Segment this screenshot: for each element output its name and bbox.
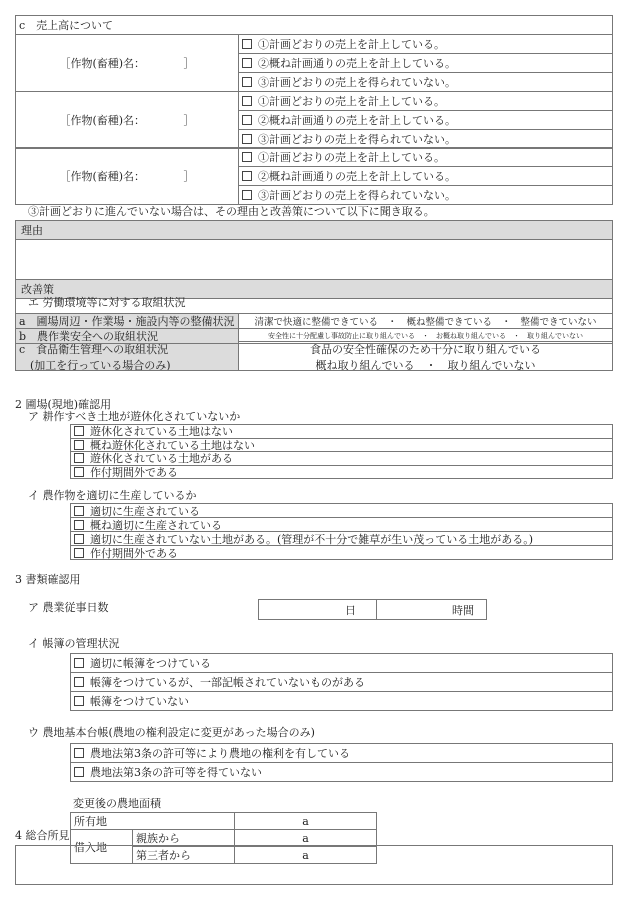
checkbox[interactable] bbox=[242, 171, 252, 181]
checklist-item[interactable] bbox=[70, 691, 613, 711]
labor-heading: エ 労働環境等に対する取組状況 bbox=[28, 296, 186, 309]
crop-name-field[interactable]: ［作物(畜種)名： ］ bbox=[15, 91, 239, 149]
checkbox[interactable] bbox=[242, 77, 252, 87]
checklist-item[interactable] bbox=[70, 531, 613, 546]
checklist-item-label: 適切に生産されている bbox=[90, 504, 200, 518]
checklist-item[interactable] bbox=[70, 653, 613, 673]
reason-field[interactable] bbox=[15, 239, 613, 280]
labor-c-option-line1: 食品の安全性確保のため十分に取り組んでいる bbox=[310, 343, 541, 356]
area-heading: 変更後の農地面積 bbox=[73, 797, 161, 810]
labor-a-label: a 圃場周辺・作業場・施設内等の整備状況 bbox=[15, 313, 239, 329]
labor-a-options[interactable]: 清潔で快適に整備できている ・ 概ね整備できている ・ 整備できていない bbox=[238, 313, 613, 329]
labor-c-label-line1: c 食品衛生管理への取組状況 bbox=[19, 343, 169, 356]
labor-c-label-line2: (加工を行っている場合のみ) bbox=[19, 359, 171, 371]
checklist-item[interactable] bbox=[70, 438, 613, 453]
summary-heading: 4 総合所見 bbox=[15, 829, 70, 842]
labor-b-label: b 農作業安全への取組状況 bbox=[15, 328, 239, 344]
checklist-item[interactable] bbox=[70, 503, 613, 518]
sales-option[interactable] bbox=[238, 185, 613, 205]
checkbox[interactable] bbox=[74, 467, 84, 477]
owned-area-field[interactable] bbox=[234, 812, 377, 830]
sales-option-label: ②概ね計画通りの売上を計上している。 bbox=[258, 170, 456, 184]
relatives-unit: a bbox=[302, 831, 309, 845]
checklist-item-label: 遊休化されている土地がある bbox=[90, 452, 233, 466]
labor-b-options[interactable]: 安全性に十分配慮し事故防止に取り組んでいる ・ お概ね取り組んでいる ・ 取り組んでいない bbox=[238, 328, 613, 344]
days-unit: 日 bbox=[345, 603, 356, 617]
book-heading: イ 帳簿の管理状況 bbox=[28, 637, 120, 650]
sales-option-label: ③計画どおりの売上を得られていない。 bbox=[258, 76, 456, 89]
checklist-item-label: 作付期間外である bbox=[90, 465, 178, 479]
field-b-heading: イ 農作物を適切に生産しているか bbox=[28, 489, 197, 502]
checklist-item-label: 作付期間外である bbox=[90, 546, 178, 560]
labor-c-label bbox=[15, 343, 239, 371]
sales-option[interactable] bbox=[238, 34, 613, 54]
checklist-item[interactable] bbox=[70, 743, 613, 763]
sales-option[interactable] bbox=[238, 166, 613, 186]
crop-name-field[interactable]: ［作物(畜種)名： ］ bbox=[15, 34, 239, 92]
docs-heading: 3 書類確認用 bbox=[15, 573, 81, 586]
checklist-item-label: 帳簿をつけていない bbox=[90, 695, 189, 708]
days-field[interactable] bbox=[258, 599, 377, 620]
hours-field[interactable] bbox=[376, 599, 487, 620]
checklist-item[interactable] bbox=[70, 465, 613, 480]
sales-option[interactable] bbox=[238, 91, 613, 111]
checkbox[interactable] bbox=[242, 96, 252, 106]
checklist-item[interactable] bbox=[70, 545, 613, 560]
sales-option[interactable] bbox=[238, 53, 613, 73]
crop-name-field[interactable]: ［作物(畜種)名： ］ bbox=[15, 147, 239, 205]
checkbox[interactable] bbox=[74, 658, 84, 668]
hours-unit: 時間 bbox=[452, 603, 474, 617]
checkbox[interactable] bbox=[74, 548, 84, 558]
checkbox[interactable] bbox=[74, 520, 84, 530]
checklist-item-label: 適切に生産されていない土地がある。(管理が不十分で雑草が生い茂っている土地がある。) bbox=[90, 532, 534, 546]
checkbox[interactable] bbox=[74, 534, 84, 544]
checklist-item-label: 概ね適切に生産されている bbox=[90, 518, 222, 532]
days-label: ア 農業従事日数 bbox=[28, 601, 109, 614]
checkbox[interactable] bbox=[242, 115, 252, 125]
checkbox[interactable] bbox=[74, 506, 84, 516]
checklist-item-label: 遊休化されている土地はない bbox=[90, 425, 233, 439]
checklist-item[interactable] bbox=[70, 672, 613, 692]
sales-option-label: ①計画どおりの売上を計上している。 bbox=[258, 94, 445, 108]
checklist-item-label: 帳簿をつけているが、一部記帳されていないものがある bbox=[90, 676, 365, 689]
checklist-item-label: 農地法第3条の許可等を得ていない bbox=[90, 766, 262, 779]
checklist-item-label: 概ね遊休化されている土地はない bbox=[90, 438, 255, 452]
sales-option[interactable] bbox=[238, 110, 613, 130]
checkbox[interactable] bbox=[74, 426, 84, 436]
relatives-label: 親族から bbox=[132, 829, 235, 847]
labor-c-option-line2: 概ね取り組んでいる ・ 取り組んでいない bbox=[315, 359, 536, 371]
sales-option[interactable] bbox=[238, 147, 613, 167]
checkbox[interactable] bbox=[242, 39, 252, 49]
checkbox[interactable] bbox=[74, 696, 84, 706]
checkbox[interactable] bbox=[242, 134, 252, 144]
checklist-item[interactable] bbox=[70, 762, 613, 782]
sales-option[interactable] bbox=[238, 129, 613, 149]
sales-heading: c 売上高について bbox=[15, 15, 613, 35]
sales-option[interactable] bbox=[238, 72, 613, 92]
summary-field[interactable] bbox=[15, 845, 613, 885]
ledger-heading: ウ 農地基本台帳(農地の権利設定に変更があった場合のみ) bbox=[28, 726, 315, 739]
sales-option-label: ②概ね計画通りの売上を計上している。 bbox=[258, 57, 456, 70]
sales-option-label: ③計画どおりの売上を得られていない。 bbox=[258, 132, 456, 146]
checklist-item[interactable] bbox=[70, 424, 613, 439]
owned-label: 所有地 bbox=[70, 812, 235, 830]
checklist-item-label: 農地法第3条の許可等により農地の権利を有している bbox=[90, 747, 350, 760]
checkbox[interactable] bbox=[242, 152, 252, 162]
sales-option-label: ③計画どおりの売上を得られていない。 bbox=[258, 189, 456, 203]
checkbox[interactable] bbox=[242, 190, 252, 200]
checkbox[interactable] bbox=[74, 440, 84, 450]
sales-option-label: ②概ね計画通りの売上を計上している。 bbox=[258, 113, 456, 127]
checkbox[interactable] bbox=[74, 453, 84, 463]
field-a-heading: ア 耕作すべき土地が遊休化されていないか bbox=[28, 410, 241, 423]
leased-label: 借入地 bbox=[70, 829, 133, 864]
labor-c-options[interactable] bbox=[238, 343, 613, 371]
checkbox[interactable] bbox=[74, 767, 84, 777]
checklist-item[interactable] bbox=[70, 451, 613, 466]
field-heading: 2 圃場(現地)確認用 bbox=[15, 398, 112, 411]
third-party-unit: a bbox=[302, 848, 309, 862]
sales-option-label: ①計画どおりの売上を計上している。 bbox=[258, 38, 445, 51]
sales-option-label: ①計画どおりの売上を計上している。 bbox=[258, 151, 445, 165]
checkbox[interactable] bbox=[74, 748, 84, 758]
owned-unit: a bbox=[302, 814, 309, 828]
checklist-item[interactable] bbox=[70, 517, 613, 532]
third-party-label: 第三者から bbox=[132, 846, 235, 864]
checkbox[interactable] bbox=[242, 58, 252, 68]
improvement-label: 改善策 bbox=[15, 279, 613, 299]
reason-label: 理由 bbox=[15, 220, 613, 240]
checkbox[interactable] bbox=[74, 677, 84, 687]
sales-note: ③計画どおりに進んでいない場合は、その理由と改善策について以下に聞き取る。 bbox=[28, 205, 435, 218]
checklist-item-label: 適切に帳簿をつけている bbox=[90, 657, 211, 670]
